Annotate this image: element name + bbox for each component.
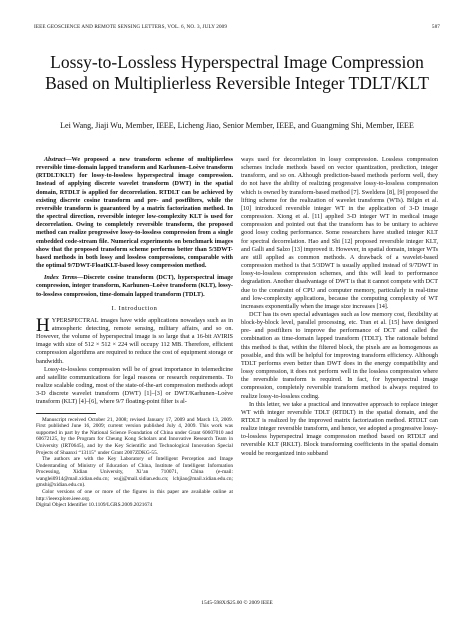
abstract-text: We proposed a new transform scheme of multiplierless reversible time-domain lapped transform and Karhunen–Loève transform (RTDLT/KLT) for lossy-to-lossless hyperspectral image compression. Instead of applying discrete wavelet transform (DWT) in the spatial domain, RTDLT is applied for decorrelation. RTDLT can be achieved by existing discrete cosine transform and pre- and postfilters, while the reversible transform is guaranteed by a matrix factorization method. In the spectral direction, reversible integer low-complexity KLT is used for decorrelation. Owing to completely reversible transform, the proposed method can realize progressive lossy-to-lossless compression from a single embedded code-stream file. Numerical experiments on benchmark images show that the proposed transform scheme performs better than 5/3DWT-based methods in both lossy and lossless compressions, comparable with the optimal 9/7DWT-FloatKLT-based lossy compression method. bbox=[36, 156, 233, 270]
copyright-footer: 1545-598X/$25.00 © 2009 IEEE bbox=[201, 600, 273, 606]
body-paragraph-2: DCT has its own special advantages such as low memory cost, flexibility at block-by-block level, parallel processing, etc. Tran et al. [15] have designed pre- and postfilters to improve the performance of DCT and called the combination as time-domain lapped transform (TDLT). The rationale behind this method is that, within the filtered block, the pixels are as homogenous as possible, and this will be helpful for improving transform efficiency. Although TDLT performs even better than DWT does in the energy compatibility and lossy compression, it does not perform well in the lossless compression where the reversible transform is required. In fact, for hyperspectral image compression, completely reversible transform method is always required to realize lossy-to-lossless coding. bbox=[241, 310, 438, 400]
intro-paragraph-2: Lossy-to-lossless compression will be of great importance in telemedicine and satellite communications for legal reasons or research requirements. To realize scalable coding, most of the state-of-the-art compression methods adopt 3-D discrete wavelet transform (DWT) [1]–[3] or DWT/Karhunen–Loève transform (KLT) [4]–[6], where 9/7 floating-point filter is al- bbox=[36, 365, 233, 406]
abstract bbox=[36, 156, 233, 270]
footnote-doi: Digital Object Identifier 10.1109/LGRS.2009.2021674 bbox=[36, 502, 153, 509]
section-heading-introduction: I. Introduction bbox=[111, 304, 158, 312]
index-terms-text: Discrete cosine transform (DCT), hyperspectral image compression, integer transform, Karhunen–Loève transform (KLT), lossy-to-lossless compression, time-domain lapped transform (TDLT). bbox=[36, 274, 233, 298]
journal-header: IEEE GEOSCIENCE AND REMOTE SENSING LETTERS, VOL. 6, NO. 3, JULY 2009 bbox=[34, 24, 228, 30]
left-column bbox=[36, 156, 233, 509]
body-paragraph-1: ways used for decorrelation in lossy compression. Lossless compression schemes include methods based on vector quantization, prediction, integer transform, and so on. Although prediction-based methods perform well, they do not have the ability of realizing progressive lossy-to-lossless compression which is owned by transform-based method [7]. Sweldens [8], [9] proposed the lifting scheme for the realization of wavelet transforms (WTs). Bilgin et al. [10] introduced reversible integer WT in the application of 3-D image compression. Xiong et al. [11] applied 3-D integer WT in medical image compression and pointed out that the transform has to be unitary to achieve good lossy coding performance. Some researchers have studied integer KLT for spectral decorrelation. Hao and Shi [12] proposed reversible integer KLT, and Galli and Salzo [13] improved it. However, in spatial domain, integer WTs are still applied as common methods. A drawback of a wavelet-based compression method is that 5/3DWT is usually applied instead of 9/7DWT in lossy-to-lossless compression schemes, and this will lead to performance degradation. Another disadvantage of DWT is that it cannot compete with DCT due to the constraint of CPU and computer memory, particularly in real-time and low-complexity applications, because the computing complexity of WT increases exponentially when the image size increases [14]. bbox=[241, 156, 438, 310]
body-paragraph-3: In this letter, we take a practical and innovative approach to replace integer WT with integer reversible TDLT (RTDLT) in the spatial domain, and the RTDLT is realized by the improved matrix factorization method. RTDLT can realize integer reversible transform, and hence, we adopted a progressive lossy-to-lossless hyperspectral image compression method based on RTDLT and reversible KLT (RKLT). Block transforming coefficients in the spatial domain would be reorganized into subband bbox=[241, 400, 438, 457]
index-terms-label: Index Terms— bbox=[44, 274, 84, 282]
author-list: Lei Wang, Jiaji Wu, Member, IEEE, Licheng Jiao, Senior Member, IEEE, and Guangming Shi, Member, IEEE bbox=[60, 121, 414, 130]
footnote-received: Manuscript received October 21, 2008; revised January 17, 2009 and March 13, 2009. First published June 16, 2009; current version published July 4, 2009. This work was supported in part by the National Science Foundation of China under Grant 60607010 and 60672125, by the Program for Cheung Kong Scholars and Innovative Research Team in University (IRT0645), and by the Key Scientific and Technological Innovation Special Projects of Shaanxi “13115” under Grant 2007ZDKG-55. bbox=[36, 416, 233, 456]
intro-paragraph-1 bbox=[36, 314, 233, 366]
index-terms bbox=[36, 274, 233, 298]
footnote-color: Color versions of one or more of the figures in this paper are available online at http://ieeexplore.ieee.org. bbox=[36, 489, 233, 502]
running-header bbox=[34, 24, 440, 30]
footnote-affiliation: The authors are with the Key Laboratory of Intelligent Perception and Image Understanding of Ministry of Education of China, Institute of Intelligent Information Processing, Xidian University, Xi’an 710071, China (e-mail: wanglei0914@mail.xidian.edu.cn; wujj@mail.xidian.edu.cn; lchjiao@mail.xidian.edu.cn; gmshi@xidian.edu.cn). bbox=[36, 456, 233, 489]
abstract-label: Abstract— bbox=[44, 156, 72, 163]
right-column bbox=[241, 156, 438, 458]
intro-paragraph-1-text: YPERSPECTRAL images have wide applications nowadays such as in atmospheric detecting, remote sensing, military affairs, and so on. However, the volume of hyperspectral image is so large that a 16-bit AVIRIS image with size of 512 × 512 × 224 will occupy 112 MB. Therefore, efficient compression algorithms are required to reduce the cost of equipment storage or bandwidth. bbox=[36, 316, 233, 365]
footnote-divider bbox=[36, 413, 96, 414]
paper-title: Lossy-to-Lossless Hyperspectral Image Compression Based on Multiplierless Reversible Integer TDLT/KLT bbox=[45, 52, 429, 93]
drop-cap: H bbox=[36, 314, 50, 336]
footnotes bbox=[36, 417, 233, 509]
page-number: 587 bbox=[431, 24, 440, 30]
